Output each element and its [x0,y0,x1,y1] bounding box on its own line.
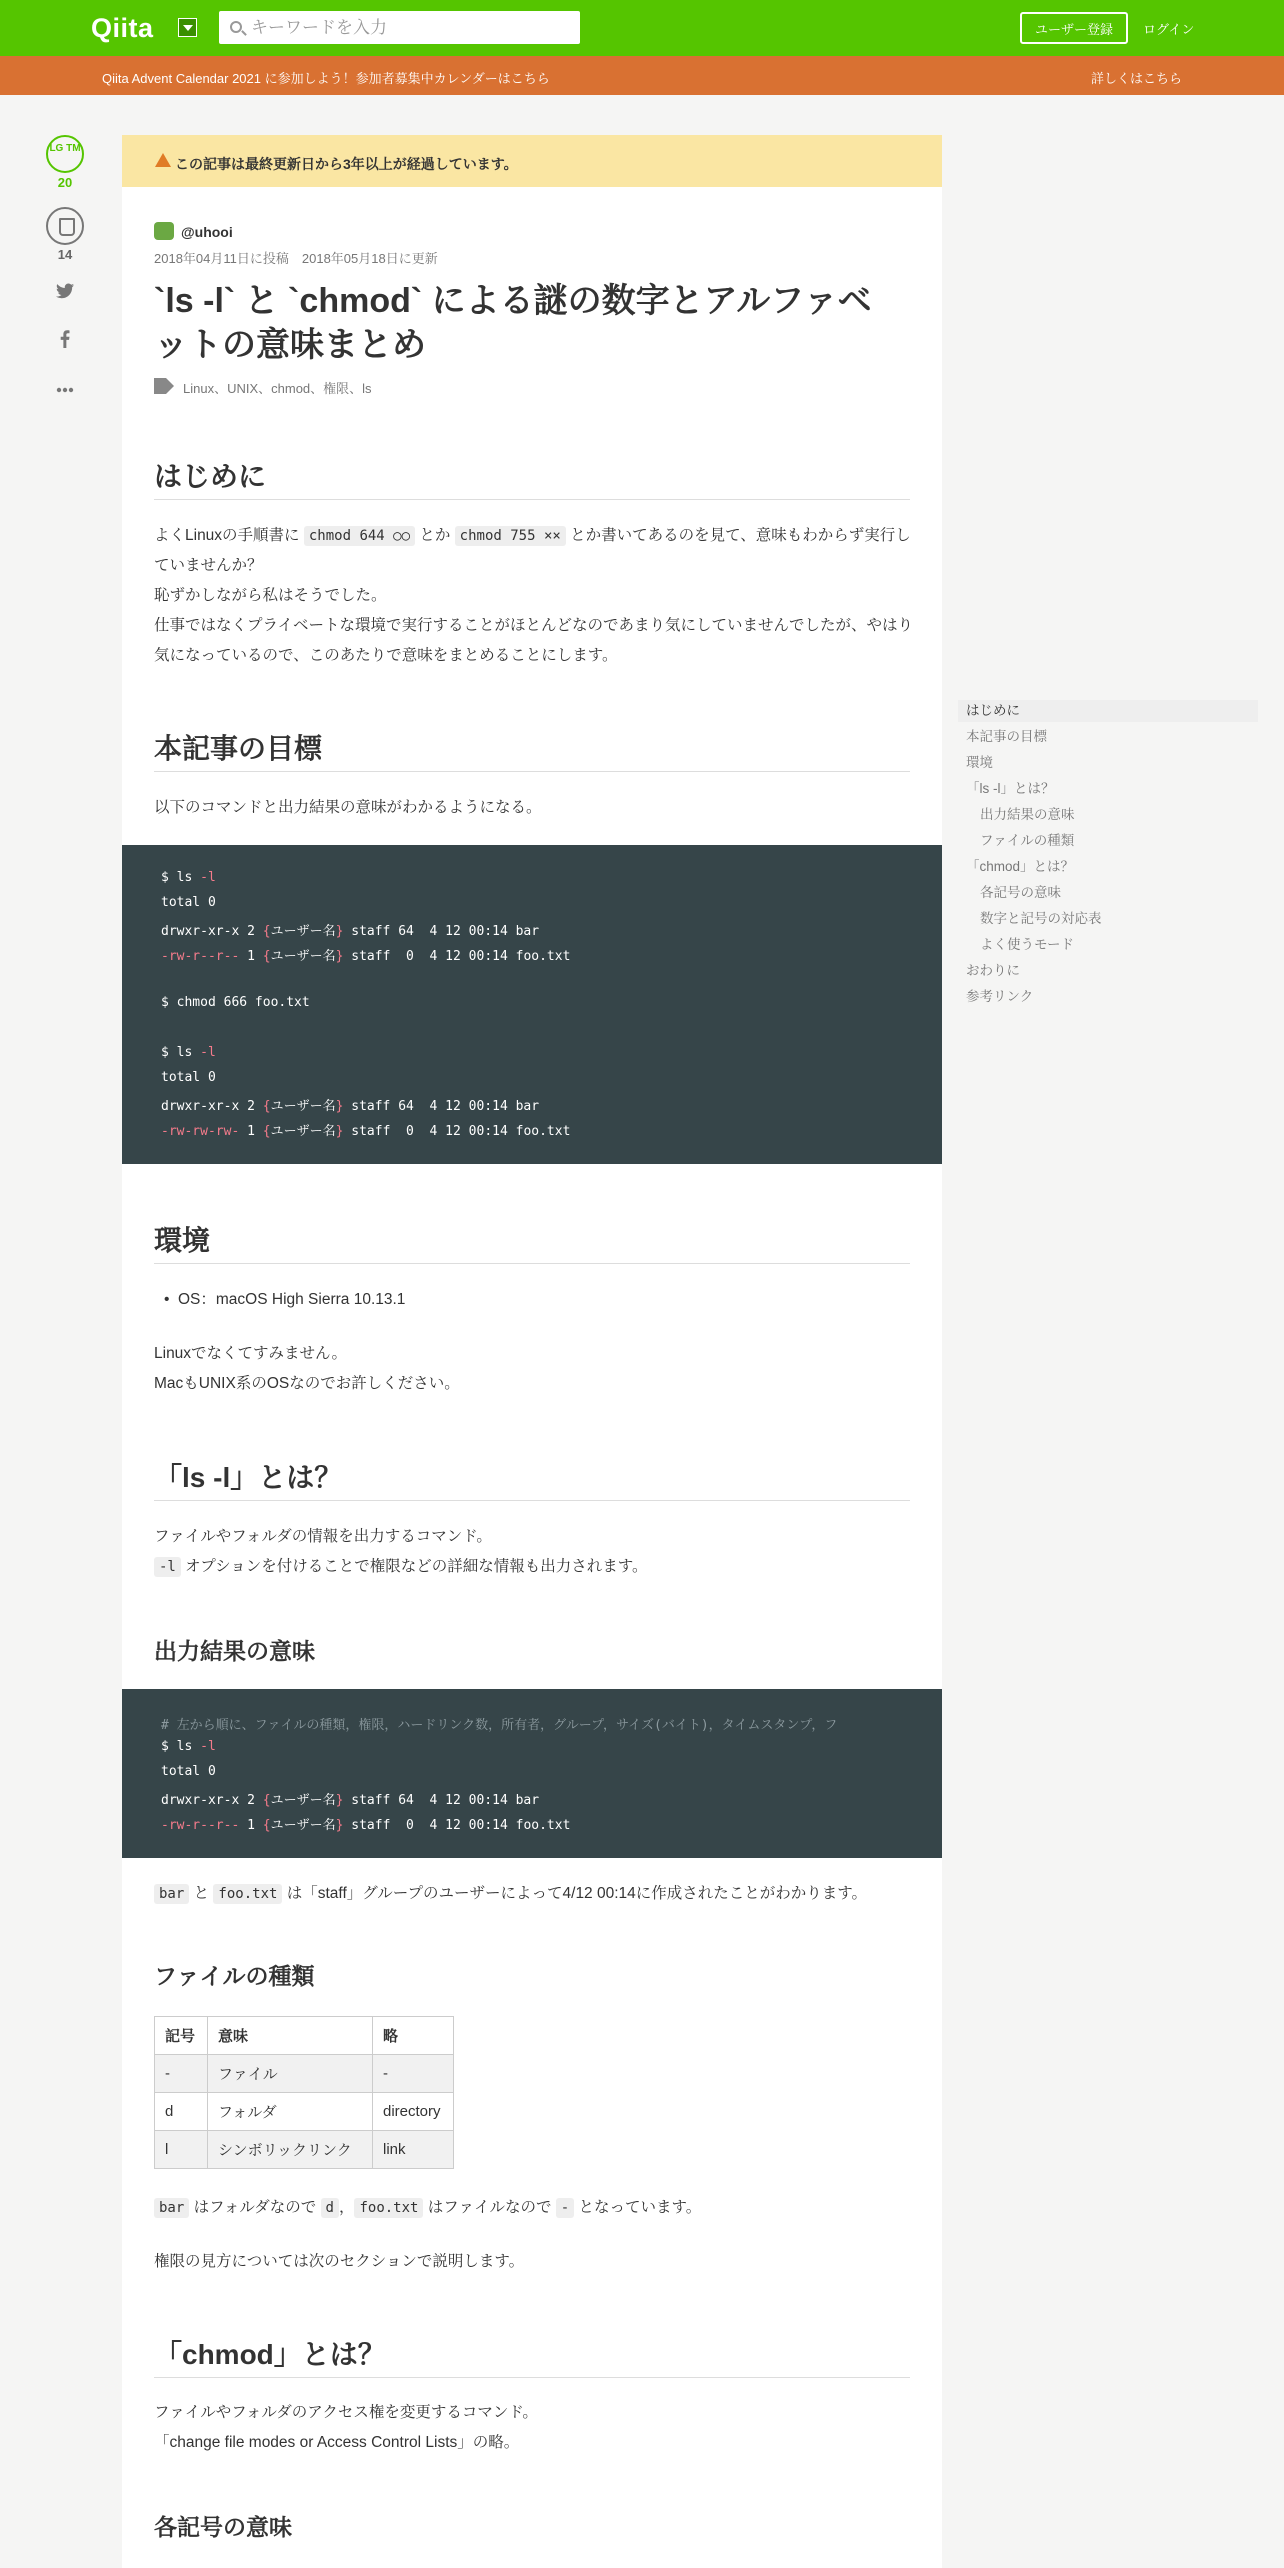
code-line: -rw-r--r-- 1 {ユーザー名} staff 0 4 12 00:14 foo.txt [161,1818,571,1833]
article-card [122,135,942,2568]
code-block-1[interactable] [122,845,942,1164]
heading-output: 出力結果の意味 [154,1638,315,1664]
chmod-paragraph: ファイルやフォルダのアクセス権を変更するコマンド。 「change file modes or Access Control Lists」の略。 [154,2404,538,2451]
toc-item[interactable]: 出力結果の意味 [980,807,1075,822]
ls-paragraph: ファイルやフォルダの情報を出力するコマンド。 -l オプションを付けることで権限などの詳細な情報も出力されます。 [154,1528,648,1575]
heading-environment: 環境 [154,1219,910,1264]
heading-goal: 本記事の目標 [154,727,910,772]
article-title: `ls -l` と `chmod` による謎の数字とアルファベットの意味まとめ [154,282,872,364]
code-line: total 0 [161,1070,216,1085]
signup-button[interactable]: ユーザー登録 [1020,12,1128,44]
table-header: 意味 [208,2017,373,2055]
table-header: 記号 [155,2017,208,2055]
inline-code: chmod 755 ×× [455,526,566,546]
facebook-icon[interactable] [50,330,80,354]
toc-item[interactable]: 「ls -l」とは？ [966,781,1055,796]
code-line: drwxr-xr-x 2 {ユーザー名} staff 64 4 12 00:14 bar [161,1793,540,1808]
toc-item[interactable]: 本記事の目標 [966,729,1047,744]
top-header [0,0,1284,56]
env-list-item: • OS：macOS High Sierra 10.13.1 [164,1291,406,1308]
stock-count: 14 [57,247,73,262]
outdated-warning [122,135,942,187]
intro-paragraph: よくLinuxの手順書に chmod 644 ○○ とか chmod 755 ×× とか書いてあるのを見て、意味もわからず実行していませんか？ 恥ずかしながら私はそうでした。 仕事ではなくプライベートな環境で実行することがほとんどなのであまり気にしていませんでしたが、やはり気になっているので、このあたりで意味をまとめることにします。 [154,527,914,664]
inline-code: -l [154,1557,181,1577]
toc-item[interactable]: 参考リンク [966,989,1034,1004]
code-line: $ chmod 666 foo.txt [161,995,310,1010]
heading-chmod: 「chmod」とは？ [154,2333,910,2378]
tag-icon [154,378,174,394]
env-paragraph: Linuxでなくてすみません。 MacもUNIX系のOSなのでお許しください。 [154,1345,460,1392]
stock-button[interactable] [46,207,84,245]
banner-text[interactable]: Qiita Advent Calendar 2021 に参加しよう！参加者募集中カレンダーはこちら [102,71,550,86]
heading-symbols: 各記号の意味 [154,2514,292,2540]
search-input[interactable] [251,11,571,44]
login-link[interactable]: ログイン [1143,22,1195,37]
code-line: total 0 [161,1764,216,1779]
lgtm-button[interactable]: LG TM [46,135,84,173]
banner-link[interactable]: 詳しくはこちら [1091,71,1183,86]
toc-item[interactable]: はじめに [958,700,1258,722]
warning-icon [155,153,171,167]
toc-item[interactable]: よく使うモード [980,937,1074,952]
table-row: d フォルダ directory [155,2093,454,2131]
toc-item[interactable]: おわりに [966,963,1020,978]
code-block-2[interactable] [122,1689,942,1858]
toc-item[interactable]: 「chmod」とは？ [966,859,1075,874]
goal-paragraph: 以下のコマンドと出力結果の意味がわかるようになる。 [154,799,542,816]
code-line: $ ls -l [161,870,216,885]
toc-item[interactable]: 各記号の意味 [980,885,1061,900]
code-line: -rw-rw-rw- 1 {ユーザー名} staff 0 4 12 00:14 foo.txt [161,1124,571,1139]
lgtm-count: 20 [57,175,73,190]
search-icon [230,21,242,33]
table-row: l シンボリックリンク link [155,2131,454,2169]
qiita-logo[interactable]: Qiita [91,13,154,43]
code-line: total 0 [161,895,216,910]
permission-note: 権限の見方については次のセクションで説明します。 [154,2253,525,2270]
chevron-down-icon[interactable] [178,18,197,37]
code-line: drwxr-xr-x 2 {ユーザー名} staff 64 4 12 00:14 bar [161,1099,540,1114]
more-icon[interactable] [50,377,80,401]
code-line: $ ls -l [161,1045,216,1060]
heading-file-type: ファイルの種類 [154,1963,315,1989]
code-line: drwxr-xr-x 2 {ユーザー名} staff 64 4 12 00:14 bar [161,924,540,939]
advent-banner [0,56,1284,95]
tag-list[interactable]: Linux、UNIX、chmod、権限、ls [183,381,372,396]
output-paragraph: bar と foo.txt は「staff」グループのユーザーによって4/12 00:14に作成されたことがわかります。 [154,1879,914,1909]
toc-item[interactable]: ファイルの種類 [980,833,1075,848]
code-line: -rw-r--r-- 1 {ユーザー名} staff 0 4 12 00:14 foo.txt [161,949,571,964]
table-row: - ファイル - [155,2055,454,2093]
toc-item[interactable]: 数字と記号の対応表 [980,911,1102,926]
table-header: 略 [373,2017,454,2055]
code-line: $ ls -l [161,1739,216,1754]
heading-ls: 「ls -l」とは？ [154,1456,910,1501]
code-comment: # 左から順に、ファイルの種類，権限，ハードリンク数，所有者，グループ，サイズ(バイト)，タイムスタンプ，フ [161,1718,838,1733]
search-box[interactable] [219,11,580,44]
heading-intro: はじめに [154,455,910,500]
author-name[interactable]: @uhooi [181,224,233,240]
toc-item[interactable]: 環境 [966,755,993,770]
author-avatar[interactable] [154,222,174,240]
post-dates: 2018年04月11日に投稿 2018年05月18日に更新 [154,251,438,266]
file-type-table [154,2016,454,2169]
twitter-icon[interactable] [50,283,80,307]
inline-code: chmod 644 ○○ [304,526,415,546]
warning-text: この記事は最終更新日から3年以上が経過しています。 [175,156,518,172]
file-type-paragraph: bar はフォルダなので d ， foo.txt はファイルなので - となっています。 [154,2193,914,2223]
